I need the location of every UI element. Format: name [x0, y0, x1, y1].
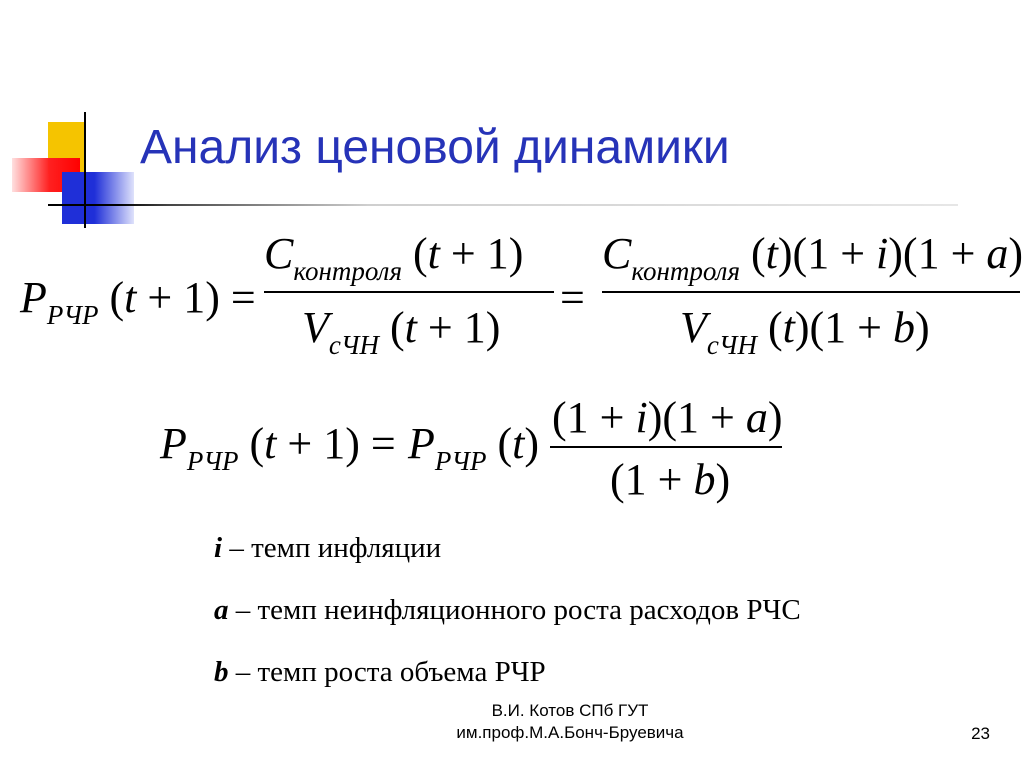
formula1-frac1-denominator: $V_{сЧН}$ (t + 1)	[302, 303, 501, 360]
formula-price-ratio	[20, 228, 1024, 368]
formula1-frac1-numerator: $C_{контроля}$ (t + 1)	[264, 229, 524, 286]
footer-author	[420, 700, 720, 744]
formula2-rhs: $P_{РЧР}$ (t)	[408, 419, 540, 476]
formula-price-dynamics	[160, 392, 800, 512]
slide-title: Анализ ценовой динамики	[140, 121, 730, 174]
definition-b: b – темп роста объема РЧР	[214, 656, 546, 688]
formula1-equals: =	[560, 273, 585, 322]
footer-author-line2: им.проф.М.А.Бонч-Бруевича	[456, 723, 684, 742]
decor-vertical-line	[84, 112, 86, 228]
formula2-denominator: (1 + b)	[610, 455, 731, 504]
footer-author-line1: В.И. Котов СПб ГУТ	[491, 701, 649, 720]
formula1-lhs: $P_{РЧР}$ (t + 1) =	[20, 273, 256, 330]
formula1-frac2-denominator: $V_{сЧН}$ (t)(1 + b)	[680, 303, 930, 360]
definition-i: i – темп инфляции	[214, 532, 442, 564]
decor-blue-bar	[62, 172, 134, 224]
title-underline	[48, 204, 958, 206]
page-number: 23	[971, 724, 990, 743]
formula1-frac2-bar	[602, 291, 1020, 293]
formula2-frac-bar	[550, 446, 782, 448]
formula2-numerator: (1 + i)(1 + a)	[552, 393, 783, 442]
formula1-frac2-numerator: $C_{контроля}$ (t)(1 + i)(1 + a)	[602, 229, 1024, 286]
formula1-frac1-bar	[264, 291, 554, 293]
definition-a: a – темп неинфляционного роста расходов РЧС	[214, 594, 801, 626]
formula2-lhs: $P_{РЧР}$ (t + 1) =	[160, 419, 396, 476]
